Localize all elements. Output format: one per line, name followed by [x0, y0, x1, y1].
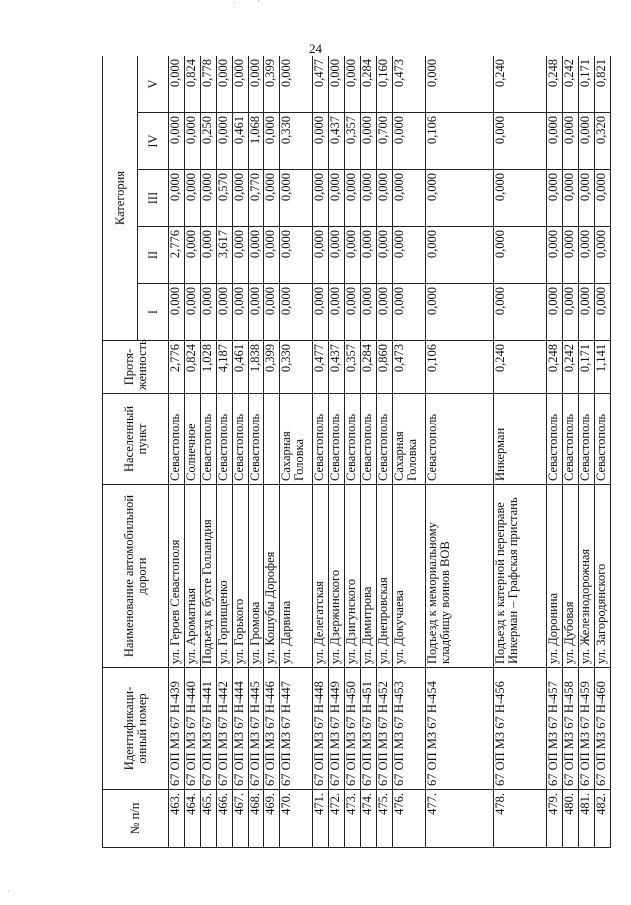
row-category-2: 0,000	[264, 227, 280, 284]
row-id: 67 ОП МЗ 67 Н-452	[376, 668, 392, 790]
row-category-4: 0,000	[184, 113, 200, 170]
row-category-2: 0,000	[280, 227, 313, 284]
row-category-2: 0,000	[361, 227, 377, 284]
row-locality: Севастополь	[361, 394, 377, 485]
row-category-4: 1,068	[248, 113, 264, 170]
row-category-1: 0,000	[169, 284, 185, 341]
row-category-3: 0,000	[563, 170, 579, 227]
table-row	[595, 56, 611, 848]
header-cat-5: V	[138, 56, 169, 113]
row-number: 476.	[392, 790, 425, 848]
rotated-table-container	[102, 56, 611, 848]
table-row	[216, 56, 232, 848]
row-category-1: 0,000	[280, 284, 313, 341]
row-category-5: 0,778	[200, 56, 216, 113]
row-road-name: ул. Дубовая	[563, 485, 579, 668]
row-category-4: 0,000	[493, 113, 546, 170]
row-category-1: 0,000	[232, 284, 248, 341]
row-locality	[264, 394, 280, 485]
row-category-2: 0,000	[547, 227, 563, 284]
row-category-1: 0,000	[184, 284, 200, 341]
row-category-5: 0,399	[264, 56, 280, 113]
table-row	[264, 56, 280, 848]
row-number: 469.	[264, 790, 280, 848]
row-category-4: 0,330	[280, 113, 313, 170]
row-category-5: 0,160	[376, 56, 392, 113]
header-id: Идентификаци-онный номер	[103, 668, 169, 790]
header-locality: Населенный пункт	[103, 394, 169, 485]
row-category-3: 0,000	[184, 170, 200, 227]
row-category-2: 0,000	[248, 227, 264, 284]
row-road-name: ул. Загородянского	[595, 485, 611, 668]
row-locality: Севастополь	[248, 394, 264, 485]
row-road-name: ул. Кошубы Дорофея	[264, 485, 280, 668]
row-category-5: 0,000	[345, 56, 361, 113]
row-road-name: ул. Дзержинского	[329, 485, 345, 668]
row-id: 67 ОП МЗ 67 Н-447	[280, 668, 313, 790]
row-locality: Севастополь	[313, 394, 329, 485]
row-length: 0,248	[547, 341, 563, 394]
row-category-1: 0,000	[345, 284, 361, 341]
row-locality: Солнечное	[184, 394, 200, 485]
row-category-5: 0,242	[563, 56, 579, 113]
row-category-2: 0,000	[200, 227, 216, 284]
row-id: 67 ОП МЗ 67 Н-440	[184, 668, 200, 790]
row-road-name: ул. Доронина	[547, 485, 563, 668]
row-category-1: 0,000	[248, 284, 264, 341]
row-number: 482.	[595, 790, 611, 848]
table-row	[169, 56, 185, 848]
row-category-3: 0,000	[376, 170, 392, 227]
row-category-1: 0,000	[579, 284, 595, 341]
row-id: 67 ОП МЗ 67 Н-459	[579, 668, 595, 790]
row-category-2: 0,000	[376, 227, 392, 284]
row-number: 463.	[169, 790, 185, 848]
row-length: 0,171	[579, 341, 595, 394]
table-row	[579, 56, 595, 848]
row-category-3: 0,000	[595, 170, 611, 227]
row-category-3: 0,000	[345, 170, 361, 227]
row-id: 67 ОП МЗ 67 Н-454	[425, 668, 493, 790]
row-category-3: 0,000	[361, 170, 377, 227]
row-category-5: 0,248	[547, 56, 563, 113]
row-category-2: 0,000	[232, 227, 248, 284]
row-category-4: 0,106	[425, 113, 493, 170]
row-length: 0,240	[493, 341, 546, 394]
row-category-2: 2,776	[169, 227, 185, 284]
row-number: 478.	[493, 790, 546, 848]
row-length: 0,106	[425, 341, 493, 394]
row-id: 67 ОП МЗ 67 Н-457	[547, 668, 563, 790]
row-locality: Севастополь	[547, 394, 563, 485]
row-locality: Севастополь	[329, 394, 345, 485]
row-locality: Севастополь	[563, 394, 579, 485]
row-length: 0,242	[563, 341, 579, 394]
row-length: 4,187	[216, 341, 232, 394]
row-category-3: 0,000	[313, 170, 329, 227]
row-road-name: ул. Делегатская	[313, 485, 329, 668]
table-row	[248, 56, 264, 848]
row-category-4: 0,000	[579, 113, 595, 170]
row-id: 67 ОП МЗ 67 Н-451	[361, 668, 377, 790]
row-category-5: 0,000	[425, 56, 493, 113]
row-category-5: 0,000	[329, 56, 345, 113]
scan-speck: ·	[7, 886, 10, 896]
row-id: 67 ОП МЗ 67 Н-453	[392, 668, 425, 790]
row-length: 0,860	[376, 341, 392, 394]
row-category-1: 0,000	[425, 284, 493, 341]
row-length: 1,028	[200, 341, 216, 394]
row-category-3: 0,000	[280, 170, 313, 227]
row-category-3: 0,000	[547, 170, 563, 227]
table-frame	[102, 56, 611, 848]
row-locality: Сахарная Головка	[392, 394, 425, 485]
table-row	[376, 56, 392, 848]
row-id: 67 ОП МЗ 67 Н-450	[345, 668, 361, 790]
row-road-name: ул. Докучаева	[392, 485, 425, 668]
row-category-4: 0,437	[329, 113, 345, 170]
row-road-name: ул. Дарвина	[280, 485, 313, 668]
row-category-1: 0,000	[376, 284, 392, 341]
row-number: 473.	[345, 790, 361, 848]
row-category-4: 0,000	[547, 113, 563, 170]
row-category-5: 0,000	[232, 56, 248, 113]
row-locality: Севастополь	[169, 394, 185, 485]
row-length: 0,824	[184, 341, 200, 394]
row-category-4: 0,461	[232, 113, 248, 170]
row-locality: Севастополь	[345, 394, 361, 485]
row-length: 0,357	[345, 341, 361, 394]
row-category-2: 0,000	[493, 227, 546, 284]
header-cat-3: III	[138, 170, 169, 227]
row-id: 67 ОП МЗ 67 Н-444	[232, 668, 248, 790]
row-category-3: 0,000	[200, 170, 216, 227]
row-category-5: 0,240	[493, 56, 546, 113]
header-no: № п/п	[103, 790, 169, 848]
row-category-2: 0,000	[425, 227, 493, 284]
row-id: 67 ОП МЗ 67 Н-449	[329, 668, 345, 790]
row-category-4: 0,000	[361, 113, 377, 170]
row-length: 1,838	[248, 341, 264, 394]
row-number: 477.	[425, 790, 493, 848]
row-id: 67 ОП МЗ 67 Н-456	[493, 668, 546, 790]
row-number: 465.	[200, 790, 216, 848]
row-road-name: Подъезд к бухте Голландия	[200, 485, 216, 668]
row-locality: Севастополь	[200, 394, 216, 485]
row-locality: Севастополь	[232, 394, 248, 485]
row-category-4: 0,000	[169, 113, 185, 170]
table-row	[329, 56, 345, 848]
row-category-1: 0,000	[329, 284, 345, 341]
row-category-4: 0,250	[200, 113, 216, 170]
row-category-2: 0,000	[563, 227, 579, 284]
row-category-1: 0,000	[493, 284, 546, 341]
row-road-name: ул. Горпищенко	[216, 485, 232, 668]
row-category-1: 0,000	[200, 284, 216, 341]
row-length: 0,284	[361, 341, 377, 394]
row-category-5: 0,000	[216, 56, 232, 113]
row-number: 479.	[547, 790, 563, 848]
row-id: 67 ОП МЗ 67 Н-458	[563, 668, 579, 790]
scan-speck: ·	[257, 0, 260, 6]
row-locality: Севастополь	[595, 394, 611, 485]
row-category-5: 0,821	[595, 56, 611, 113]
row-road-name: ул. Героев Севастополя	[169, 485, 185, 668]
row-number: 472.	[329, 790, 345, 848]
row-category-3: 0,000	[264, 170, 280, 227]
header-cat-4: IV	[138, 113, 169, 170]
row-number: 467.	[232, 790, 248, 848]
row-id: 67 ОП МЗ 67 Н-442	[216, 668, 232, 790]
row-number: 474.	[361, 790, 377, 848]
row-id: 67 ОП МЗ 67 Н-439	[169, 668, 185, 790]
row-category-1: 0,000	[563, 284, 579, 341]
table-row	[345, 56, 361, 848]
row-road-name: ул. Димитрова	[361, 485, 377, 668]
header-length: Протя-женность	[103, 341, 169, 394]
row-number: 470.	[280, 790, 313, 848]
row-category-4: 0,320	[595, 113, 611, 170]
row-category-4: 0,357	[345, 113, 361, 170]
row-length: 0,330	[280, 341, 313, 394]
row-category-5: 0,477	[313, 56, 329, 113]
row-road-name: Подъезд к мемориальному кладбищу воинов ВОВ	[425, 485, 493, 668]
row-category-3: 0,000	[493, 170, 546, 227]
row-number: 480.	[563, 790, 579, 848]
table-row	[392, 56, 425, 848]
row-category-2: 0,000	[184, 227, 200, 284]
table-row	[313, 56, 329, 848]
row-number: 481.	[579, 790, 595, 848]
row-number: 466.	[216, 790, 232, 848]
roads-table	[102, 56, 611, 848]
row-category-1: 0,000	[392, 284, 425, 341]
row-id: 67 ОП МЗ 67 Н-448	[313, 668, 329, 790]
row-road-name: ул. Дзигунского	[345, 485, 361, 668]
row-category-1: 0,000	[547, 284, 563, 341]
page-number: 24	[309, 41, 322, 56]
row-category-2: 0,000	[595, 227, 611, 284]
row-category-2: 0,000	[329, 227, 345, 284]
row-category-4: 0,000	[392, 113, 425, 170]
row-category-1: 0,000	[313, 284, 329, 341]
row-category-5: 0,171	[579, 56, 595, 113]
row-category-2: 3,617	[216, 227, 232, 284]
row-road-name: ул. Железнодорожная	[579, 485, 595, 668]
row-category-1: 0,000	[595, 284, 611, 341]
table-row	[280, 56, 313, 848]
row-number: 464.	[184, 790, 200, 848]
row-id: 67 ОП МЗ 67 Н-446	[264, 668, 280, 790]
row-number: 471.	[313, 790, 329, 848]
row-locality: Севастополь	[216, 394, 232, 485]
row-length: 2,776	[169, 341, 185, 394]
row-road-name: Подъезд к катерной переправе Инкерман – Графская пристань	[493, 485, 546, 668]
row-category-3: 0,000	[329, 170, 345, 227]
row-locality: Севастополь	[376, 394, 392, 485]
table-row	[493, 56, 546, 848]
row-category-4: 0,000	[313, 113, 329, 170]
table-row	[184, 56, 200, 848]
scan-speck: ·	[233, 0, 236, 8]
row-category-4: 0,000	[264, 113, 280, 170]
row-road-name: ул. Горького	[232, 485, 248, 668]
row-length: 0,477	[313, 341, 329, 394]
row-length: 0,473	[392, 341, 425, 394]
table-row	[547, 56, 563, 848]
row-road-name: ул. Днепровская	[376, 485, 392, 668]
row-category-1: 0,000	[264, 284, 280, 341]
header-name: Наименование автомобильной дороги	[103, 485, 169, 668]
row-category-3: 0,570	[216, 170, 232, 227]
row-category-4: 0,000	[563, 113, 579, 170]
row-length: 1,141	[595, 341, 611, 394]
row-category-2: 0,000	[392, 227, 425, 284]
row-category-1: 0,000	[361, 284, 377, 341]
row-category-5: 0,824	[184, 56, 200, 113]
row-locality: Севастополь	[579, 394, 595, 485]
row-category-4: 0,000	[216, 113, 232, 170]
row-category-5: 0,473	[392, 56, 425, 113]
row-road-name: ул. Ароматная	[184, 485, 200, 668]
row-locality: Севастополь	[425, 394, 493, 485]
table-row	[425, 56, 493, 848]
row-length: 0,461	[232, 341, 248, 394]
row-category-2: 0,000	[345, 227, 361, 284]
row-category-3: 0,000	[425, 170, 493, 227]
row-locality: Инкерман	[493, 394, 546, 485]
row-category-3: 0,000	[579, 170, 595, 227]
row-id: 67 ОП МЗ 67 Н-445	[248, 668, 264, 790]
row-number: 475.	[376, 790, 392, 848]
row-category-3: 0,000	[232, 170, 248, 227]
row-locality: Сахарная Головка	[280, 394, 313, 485]
table-row	[361, 56, 377, 848]
table-row	[563, 56, 579, 848]
table-row	[232, 56, 248, 848]
row-category-5: 0,000	[280, 56, 313, 113]
header-category: Категория	[103, 56, 138, 341]
row-category-1: 0,000	[216, 284, 232, 341]
row-category-4: 0,700	[376, 113, 392, 170]
row-length: 0,437	[329, 341, 345, 394]
row-number: 468.	[248, 790, 264, 848]
row-id: 67 ОП МЗ 67 Н-460	[595, 668, 611, 790]
row-category-3: 0,000	[169, 170, 185, 227]
row-category-3: 0,000	[392, 170, 425, 227]
row-id: 67 ОП МЗ 67 Н-441	[200, 668, 216, 790]
row-length: 0,399	[264, 341, 280, 394]
row-category-2: 0,000	[313, 227, 329, 284]
table-row	[200, 56, 216, 848]
row-road-name: ул. Громова	[248, 485, 264, 668]
row-category-3: 0,770	[248, 170, 264, 227]
row-category-5: 0,000	[248, 56, 264, 113]
row-category-5: 0,000	[169, 56, 185, 113]
row-category-5: 0,284	[361, 56, 377, 113]
row-category-2: 0,000	[579, 227, 595, 284]
header-cat-2: II	[138, 227, 169, 284]
header-cat-1: I	[138, 284, 169, 341]
table-body	[169, 56, 611, 848]
